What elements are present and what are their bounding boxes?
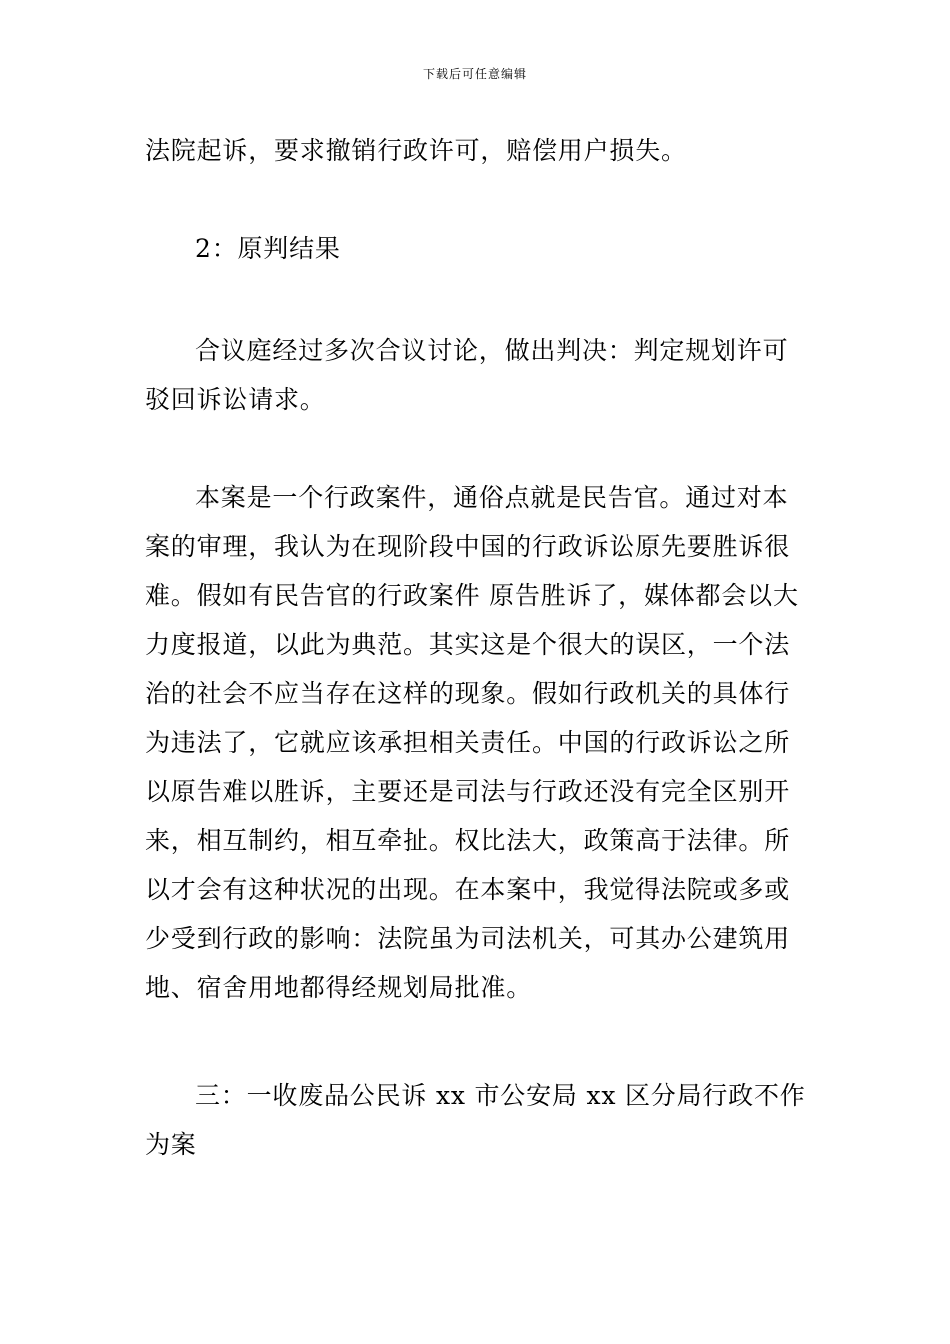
paragraph-judgment: 合议庭经过多次合议讨论，做出判决：判定规划许可驳回诉讼请求。: [145, 336, 789, 414]
page-header-note: 下载后可任意编辑: [422, 67, 527, 81]
section-heading-original-judgment: 2：原判结果: [195, 234, 341, 263]
paragraph-continuation: 法院起诉，要求撤销行政许可，赔偿用户损失。: [145, 136, 687, 165]
section-heading-case-three: 三：一收废品公民诉 xx 市公安局 xx 区分局行政不作为案: [145, 1081, 806, 1159]
paragraph-analysis: 本案是一个行政案件，通俗点就是民告官。通过对本案的审理，我认为在现阶段中国的行政诉讼原先要胜诉很难。假如有民告官的行政案件 原告胜诉了，媒体都会以大力度报道，以此为典范。其实这是个很大的误区，一个法治的社会不应当存在这样的现象。假如行政机关的具体行为违法了，它就应该承担相关责任。中国的行政诉讼之所以原告难以胜诉，主要还是司法与行政还没有完全区别开来，相互制约，相互牵扯。权比法大，政策高于法律。所以才会有这种状况的出现。在本案中，我觉得法院或多或少受到行政的影响：法院虽为司法机关，可其办公建筑用地、宿舍用地都得经规划局批准。: [145, 483, 799, 1002]
